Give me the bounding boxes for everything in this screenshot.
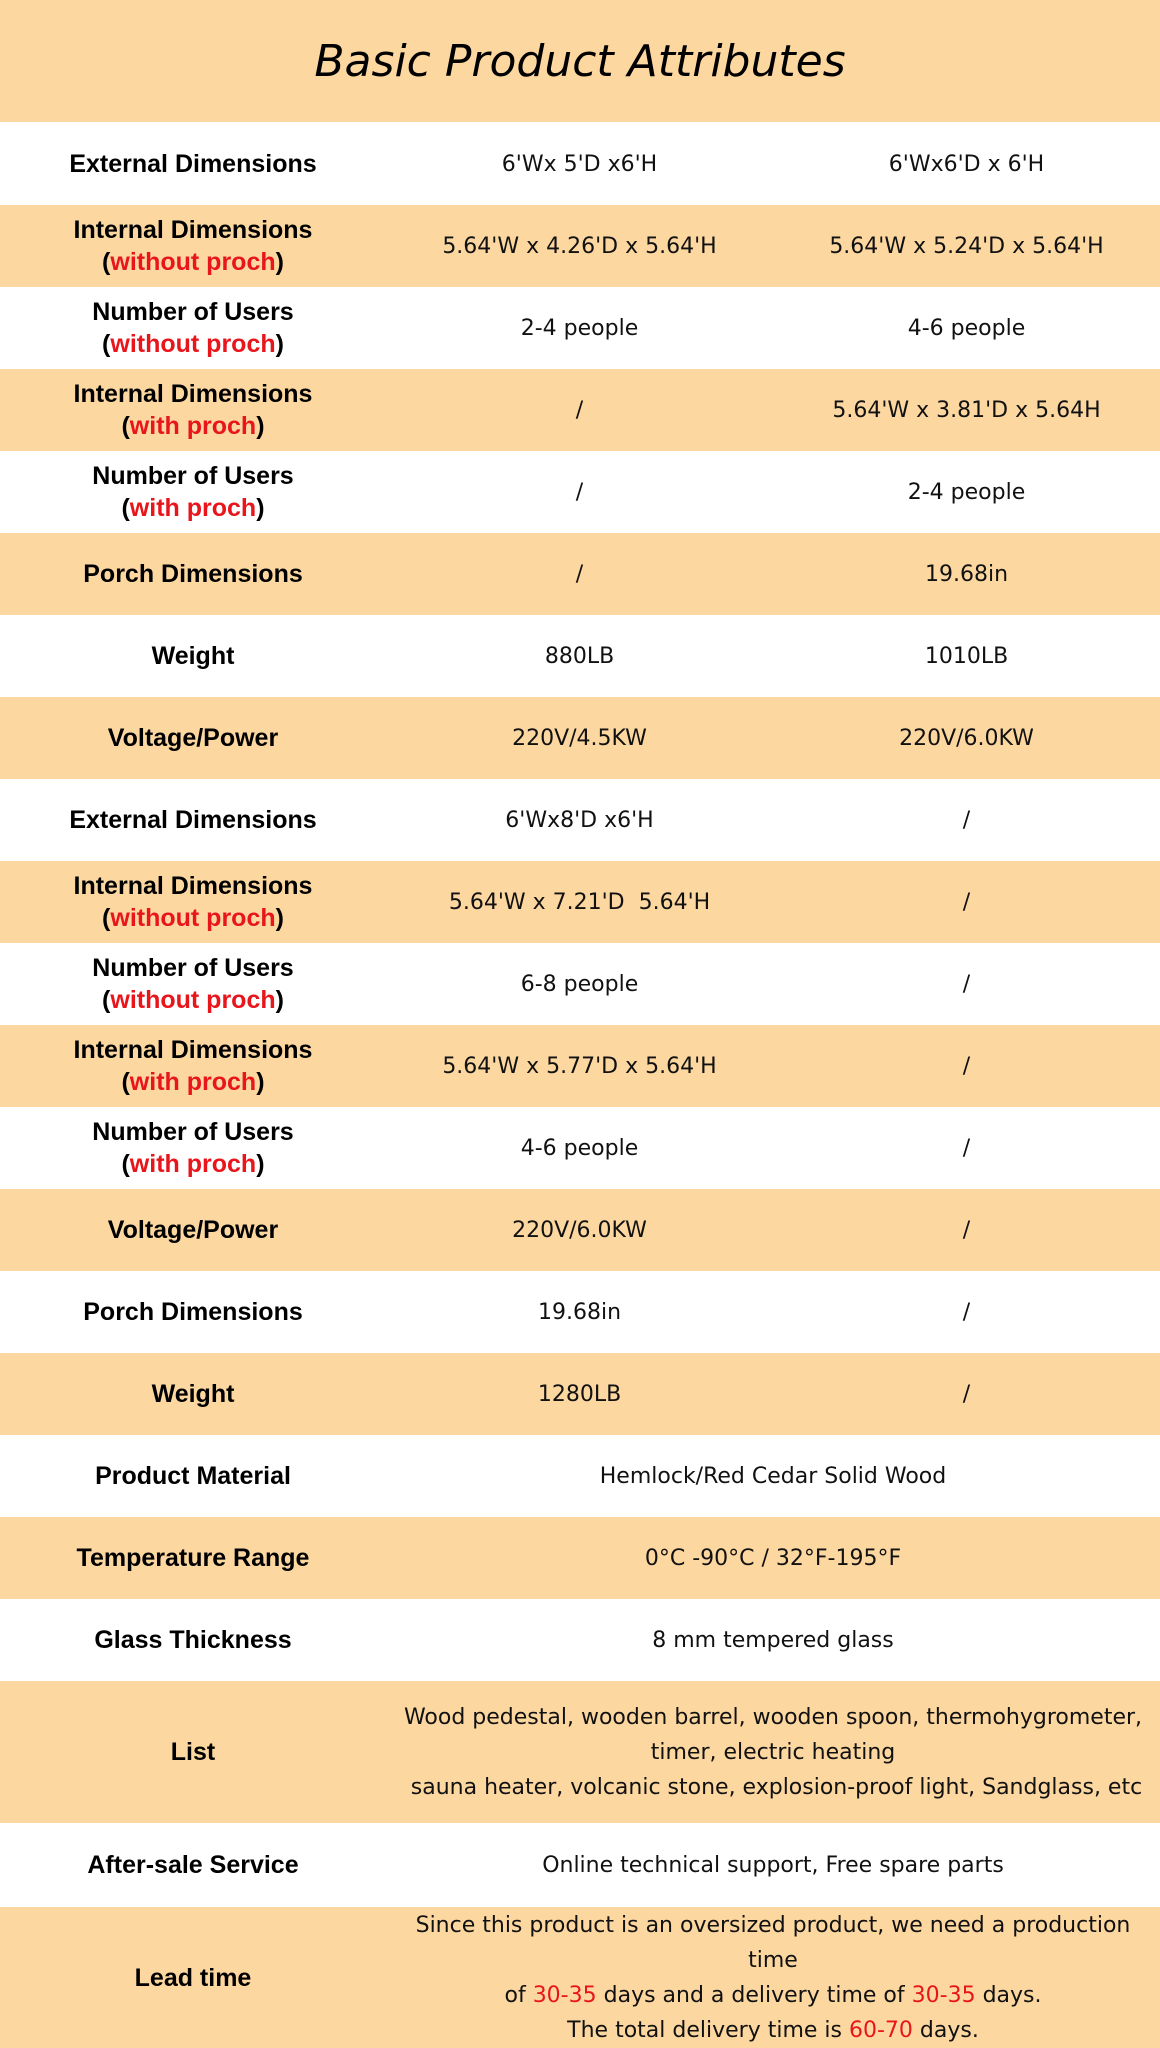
- value-cell: [386, 1517, 1160, 1599]
- page-title: Basic Product Attributes: [314, 35, 846, 87]
- label-text: Voltage/Power: [107, 1216, 279, 1244]
- value-cell: /: [962, 1381, 971, 1407]
- note-text: without proch: [110, 986, 276, 1014]
- table-row: [0, 1823, 1160, 1907]
- table-row: [0, 1107, 1160, 1189]
- table-row: [0, 369, 1160, 451]
- value-cell: /: [962, 1217, 971, 1243]
- row-label: [0, 1823, 386, 1907]
- table-row: [0, 1189, 1160, 1271]
- label-note: (with proch): [121, 1068, 265, 1096]
- value-cell: [386, 1435, 1160, 1517]
- note-text: with proch: [129, 412, 257, 440]
- value-line: [504, 1978, 1041, 2013]
- row-label: [0, 287, 386, 369]
- table-row: [0, 861, 1160, 943]
- table-row: [0, 1517, 1160, 1599]
- table-row: [0, 1353, 1160, 1435]
- row-label: [0, 1517, 386, 1599]
- table-row: [0, 451, 1160, 533]
- value-cell: 4-6 people: [520, 1135, 639, 1161]
- label-note: (without proch): [102, 986, 284, 1014]
- value-cell: 4-6 people: [907, 315, 1026, 341]
- table-row: [0, 697, 1160, 779]
- value-cell: 19.68in: [924, 561, 1009, 587]
- table-row: [0, 779, 1160, 861]
- table-row: [0, 1435, 1160, 1517]
- row-label: [0, 123, 386, 205]
- table-row: [0, 533, 1160, 615]
- label-text: Internal Dimensions: [73, 380, 313, 408]
- text-part: days and a delivery time of: [596, 1982, 912, 2008]
- row-label: [0, 1599, 386, 1681]
- row-label: [0, 779, 386, 861]
- text-part: of: [504, 1982, 533, 2008]
- label-text: Lead time: [134, 1963, 252, 1992]
- value-cell: /: [962, 889, 971, 915]
- label-text: Internal Dimensions: [73, 872, 313, 900]
- label-text: Weight: [151, 642, 235, 670]
- value-cell: 2-4 people: [907, 479, 1026, 505]
- value-cell: 19.68in: [537, 1299, 622, 1325]
- value-cell: /: [962, 1299, 971, 1325]
- value-cell: 6-8 people: [520, 971, 639, 997]
- table-row: [0, 1271, 1160, 1353]
- label-note: (without proch): [102, 248, 284, 276]
- label-text: Weight: [151, 1380, 235, 1408]
- value-cell: [386, 1823, 1160, 1907]
- row-label: [0, 1907, 386, 2048]
- value-cell: 880LB: [544, 643, 615, 669]
- label-text: List: [170, 1738, 216, 1766]
- row-label: [0, 205, 386, 287]
- value-line: 8 mm tempered glass: [652, 1627, 894, 1653]
- value-cell: 220V/6.0KW: [899, 725, 1034, 751]
- value-line: Since this product is an oversized product, we need a production time: [415, 1912, 1131, 1973]
- label-text: External Dimensions: [69, 150, 317, 178]
- label-text: Number of Users: [92, 462, 294, 490]
- label-text: Temperature Range: [76, 1544, 310, 1572]
- delivery-days: 30-35: [911, 1982, 976, 2008]
- value-cell: /: [962, 1135, 971, 1161]
- label-note: (with proch): [121, 412, 265, 440]
- row-label: [0, 943, 386, 1025]
- row-label: [0, 697, 386, 779]
- row-label: [0, 1107, 386, 1189]
- text-part: The total delivery time is: [567, 2017, 849, 2043]
- label-text: Internal Dimensions: [73, 216, 313, 244]
- value-cell: 6'Wx 5'D x6'H: [501, 151, 658, 177]
- value-cell: 6'Wx8'D x6'H: [505, 807, 654, 833]
- value-cell: [386, 1681, 1160, 1823]
- value-cell: /: [575, 479, 584, 505]
- value-cell: 2-4 people: [520, 315, 639, 341]
- value-cell: 1280LB: [537, 1381, 622, 1407]
- total-days: 60-70: [848, 2017, 913, 2043]
- note-text: with proch: [129, 494, 257, 522]
- note-text: without proch: [110, 904, 276, 932]
- production-days: 30-35: [532, 1982, 597, 2008]
- label-text: Number of Users: [92, 1118, 294, 1146]
- label-text: Number of Users: [92, 954, 294, 982]
- value-line: Hemlock/Red Cedar Solid Wood: [599, 1463, 947, 1489]
- row-label: [0, 1353, 386, 1435]
- label-text: Glass Thickness: [94, 1626, 292, 1654]
- table-row: [0, 1025, 1160, 1107]
- row-label: [0, 1189, 386, 1271]
- value-cell: 5.64'W x 7.21'D 5.64'H: [448, 889, 711, 915]
- value-cell: [386, 1599, 1160, 1681]
- row-label: [0, 1681, 386, 1823]
- table-row: [0, 943, 1160, 1025]
- value-cell: 220V/4.5KW: [512, 725, 647, 751]
- row-label: [0, 861, 386, 943]
- title-bar: [0, 0, 1160, 122]
- label-text: Porch Dimensions: [83, 560, 303, 588]
- label-text: External Dimensions: [69, 806, 317, 834]
- value-line: Wood pedestal, wooden barrel, wooden spoon, thermohygrometer,: [403, 1704, 1143, 1730]
- label-note: (without proch): [102, 330, 284, 358]
- value-cell: 5.64'W x 5.24'D x 5.64'H: [829, 233, 1104, 259]
- row-label: [0, 369, 386, 451]
- value-cell: 5.64'W x 4.26'D x 5.64'H: [442, 233, 717, 259]
- value-cell: /: [575, 561, 584, 587]
- value-cell: /: [962, 971, 971, 997]
- row-label: [0, 1435, 386, 1517]
- label-text: Internal Dimensions: [73, 1036, 313, 1064]
- label-text: Voltage/Power: [107, 724, 279, 752]
- table-row: [0, 615, 1160, 697]
- value-cell: /: [962, 1053, 971, 1079]
- text-part: days.: [912, 2017, 979, 2043]
- note-text: without proch: [110, 248, 276, 276]
- value-line: timer, electric heating: [650, 1739, 896, 1765]
- table-row: [0, 1907, 1160, 2048]
- label-text: After-sale Service: [87, 1851, 299, 1879]
- value-cell: /: [962, 807, 971, 833]
- lead-time-value: [386, 1907, 1160, 2048]
- value-cell: 5.64'W x 3.81'D x 5.64H: [832, 397, 1101, 423]
- note-text: with proch: [129, 1150, 257, 1178]
- note-text: without proch: [110, 330, 276, 358]
- value-cell: 220V/6.0KW: [512, 1217, 647, 1243]
- label-note: (without proch): [102, 904, 284, 932]
- label-note: (with proch): [121, 494, 265, 522]
- label-text: Porch Dimensions: [83, 1298, 303, 1326]
- value-cell: 6'Wx6'D x 6'H: [888, 151, 1045, 177]
- row-label: [0, 1025, 386, 1107]
- value-cell: 5.64'W x 5.77'D x 5.64'H: [442, 1053, 717, 1079]
- value-line: Online technical support, Free spare parts: [542, 1852, 1004, 1878]
- value-line: [567, 2013, 979, 2048]
- label-text: Product Material: [95, 1462, 291, 1490]
- table-row: [0, 123, 1160, 205]
- label-note: (with proch): [121, 1150, 265, 1178]
- value-cell: /: [575, 397, 584, 423]
- table-row: [0, 205, 1160, 287]
- label-text: Number of Users: [92, 298, 294, 326]
- row-label: [0, 615, 386, 697]
- row-label: [0, 451, 386, 533]
- value-cell: 1010LB: [924, 643, 1009, 669]
- row-label: [0, 533, 386, 615]
- value-line: 0°C -90°C / 32°F-195°F: [644, 1545, 902, 1571]
- table-row: [0, 287, 1160, 369]
- row-label: [0, 1271, 386, 1353]
- table-row: [0, 1681, 1160, 1823]
- text-part: days.: [975, 1982, 1042, 2008]
- note-text: with proch: [129, 1068, 257, 1096]
- value-line: sauna heater, volcanic stone, explosion-proof light, Sandglass, etc: [403, 1774, 1143, 1800]
- table-row: [0, 1599, 1160, 1681]
